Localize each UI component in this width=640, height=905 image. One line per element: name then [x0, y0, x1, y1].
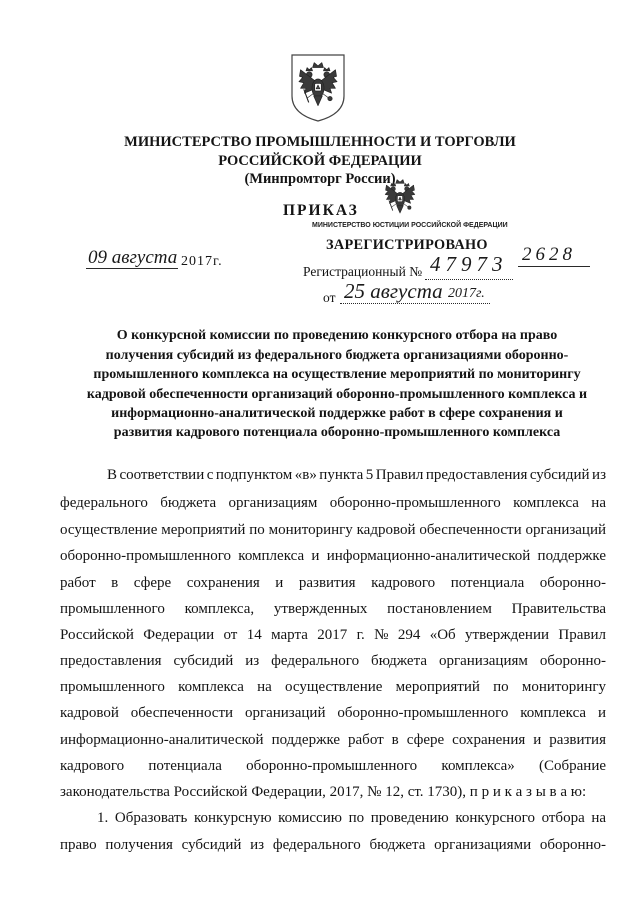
- body-line: 1. Образовать конкурсную комиссию по проведению конкурсного отбора на: [97, 810, 607, 826]
- ministry-name-line2: РОССИЙСКОЙ ФЕДЕРАЦИИ: [218, 153, 422, 169]
- body-line: предоставления субсидий из федерального бюджета организациям оборонно-: [60, 653, 607, 669]
- body-line: промышленного комплекса, утвержденных постановлением Правительства: [60, 601, 607, 617]
- order-number: 2628: [522, 244, 576, 265]
- body-line: кадрового потенциала оборонно-промышленного комплекса» (Собрание: [60, 758, 607, 774]
- document-type: ПРИКАЗ: [283, 202, 359, 219]
- title-line: развития кадрового потенциала оборонно-промышленного комплекса: [113, 425, 561, 440]
- stamp-date: 25 августа: [344, 279, 443, 303]
- title-line: информационно-аналитической поддержке работ в сфере сохранения и: [111, 406, 563, 421]
- body-line: работ в сфере сохранения и развития кадрового потенциала оборонно-: [60, 575, 606, 591]
- stamp-date-underline: [340, 303, 490, 304]
- body-line: информационно-аналитической поддержке работ в сфере сохранения и развития: [60, 732, 606, 748]
- stamp-authority: МИНИСТЕРСТВО ЮСТИЦИИ РОССИЙСКОЙ ФЕДЕРАЦИИ: [312, 222, 508, 229]
- stamp-reg-label: Регистрационный №: [303, 264, 423, 279]
- title-line: О конкурсной комиссии по проведению конкурсного отбора на право: [116, 328, 558, 343]
- stamp-status: ЗАРЕГИСТРИРОВАНО: [326, 237, 488, 253]
- stamp-emblem-icon: [383, 178, 417, 216]
- stamp-reg-number: 47973: [430, 252, 508, 276]
- coat-of-arms-icon: [289, 52, 347, 124]
- body-line: В соответствии с подпунктом «в» пункта 5 Правил предоставления субсидий из: [107, 467, 607, 483]
- ministry-name-line1: МИНИСТЕРСТВО ПРОМЫШЛЕННОСТИ И ТОРГОВЛИ: [124, 134, 516, 150]
- body-line: промышленного комплекса на осуществление мероприятий по мониторингу: [60, 679, 606, 695]
- order-number-underline: [518, 266, 590, 267]
- stamp-year: 2017г.: [448, 286, 485, 301]
- body-line: кадровой обеспеченности организаций оборонно-промышленного комплекса и: [60, 705, 607, 721]
- body-line: осуществление мероприятий по мониторингу кадровой обеспеченности организаций: [60, 522, 607, 538]
- title-line: промышленного комплекса на осуществление мероприятий по мониторингу: [93, 367, 581, 382]
- order-date-underline: [86, 268, 178, 269]
- title-line: получения субсидий из федерального бюджета организациями оборонно-: [105, 348, 569, 363]
- body-line: оборонно-промышленного комплекса и информационно-аналитической поддержке: [60, 548, 606, 564]
- stamp-date-label: от: [323, 290, 336, 305]
- body-line: Российской Федерации от 14 марта 2017 г. № 294 «Об утверждении Правил: [60, 627, 606, 643]
- ministry-short-name: (Минпромторг России): [244, 171, 396, 187]
- body-line: право получения субсидий из федерального бюджета организациями оборонно-: [60, 837, 607, 853]
- title-line: кадровой обеспеченности организаций оборонно-промышленного комплекса и: [86, 387, 588, 402]
- body-line: законодательства Российской Федерации, 2017, № 12, ст. 1730), п р и к а з ы в а ю:: [60, 784, 587, 800]
- order-year: 2017г.: [181, 254, 223, 269]
- body-line: федерального бюджета организациям оборонно-промышленного комплекса на: [60, 495, 606, 511]
- order-date: 09 августа: [88, 247, 178, 268]
